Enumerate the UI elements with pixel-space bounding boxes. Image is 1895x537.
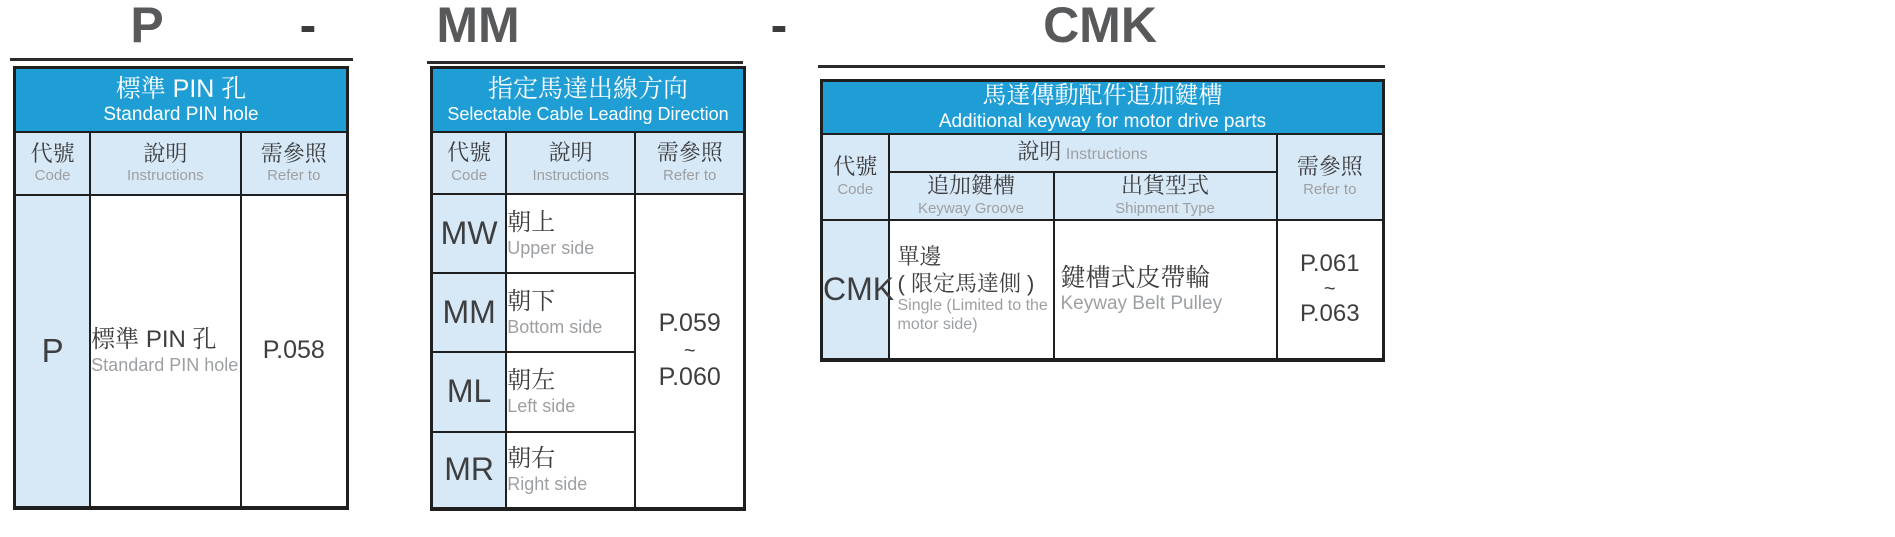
refer-range-cell [635, 194, 744, 509]
title-underline-p [10, 58, 353, 61]
col-refer-zh: 需參照 [656, 140, 723, 166]
refer-to: P.060 [658, 362, 721, 391]
table-cmk-row [822, 220, 1384, 360]
description-cell [506, 432, 635, 509]
refer-from: P.059 [658, 309, 721, 338]
description-cell [506, 352, 635, 432]
col-refer-en: Refer to [1303, 180, 1357, 198]
keyway-en: Single (Limited to the motor side) [897, 297, 1048, 333]
title-underline-cmk [818, 65, 1385, 68]
table-cmk-header-en: Additional keyway for motor drive parts [938, 110, 1267, 132]
col-code-en: Code [34, 167, 71, 185]
table-p-col-code [15, 132, 91, 195]
col-instr-en: Instructions [532, 166, 610, 184]
col-shipment-en: Shipment Type [1115, 199, 1215, 217]
table-mm-col-instructions [506, 132, 635, 194]
col-code-zh: 代號 [833, 154, 878, 180]
table-cmk-header-zh: 馬達傳動配件追加鍵槽 [982, 82, 1223, 109]
col-instr-zh: 說明 [143, 140, 188, 166]
table-mm-header-zh: 指定馬達出線方向 [487, 75, 688, 104]
code-value-mr: MR [432, 432, 507, 509]
shipment-type-cell [1054, 220, 1277, 360]
refer-range-cell [1277, 220, 1384, 360]
col-code-zh: 代號 [30, 140, 75, 166]
shipment-zh: 鍵槽式皮帶輪 [1060, 264, 1211, 293]
col-code-zh: 代號 [447, 140, 492, 166]
order-code-part-cmk: CMK [1043, 0, 1157, 53]
shipment-en: Keyway Belt Pulley [1060, 293, 1223, 315]
col-refer-en: Refer to [267, 167, 321, 185]
table-cmk-header [822, 81, 1384, 134]
table-cable-leading-direction [430, 66, 746, 511]
col-instr-en: Instructions [126, 167, 204, 185]
col-refer-zh: 需參照 [260, 140, 327, 166]
table-cmk-col-keyway-groove [889, 172, 1054, 220]
table-mm-header [432, 68, 745, 132]
code-value-p: P [15, 195, 91, 508]
description-cell [506, 273, 635, 352]
refer-tilde: ~ [1323, 278, 1336, 301]
table-p-header [15, 68, 348, 132]
col-instr-zh: 說明 [1017, 139, 1062, 165]
refer-value: P.058 [241, 195, 348, 508]
col-keyway-en: Keyway Groove [918, 199, 1024, 217]
description-en: Upper side [507, 237, 595, 258]
order-code-separator-1: - [299, 0, 317, 53]
order-code-part-p: P [130, 0, 164, 53]
col-code-en: Code [451, 166, 488, 184]
refer-tilde: ~ [683, 339, 696, 362]
col-shipment-zh: 出貨型式 [1120, 173, 1209, 199]
table-cmk-col-refer [1277, 134, 1384, 220]
description-zh: 標準 PIN 孔 [91, 326, 217, 354]
description-zh: 朝上 [507, 208, 556, 236]
description-cell [506, 194, 635, 273]
table-p-header-en: Standard PIN hole [103, 103, 259, 125]
table-p-header-zh: 標準 PIN 孔 [115, 74, 247, 103]
keyway-zh-line1: 單邊 [897, 244, 942, 270]
order-code-part-mm: MM [436, 0, 520, 53]
col-refer-zh: 需參照 [1296, 154, 1363, 180]
refer-to: P.063 [1299, 300, 1360, 328]
col-keyway-zh: 追加鍵槽 [926, 173, 1015, 199]
table-mm-col-refer [635, 132, 744, 194]
title-underline-mm [427, 61, 743, 64]
col-code-en: Code [837, 180, 874, 198]
col-instr-zh: 說明 [548, 140, 593, 166]
code-value-cmk: CMK [822, 220, 889, 360]
code-value-mw: MW [432, 194, 507, 273]
description-en: Standard PIN hole [91, 355, 239, 376]
table-cmk-col-code [822, 134, 889, 220]
table-p-col-refer [241, 132, 348, 195]
order-code-separator-2: - [770, 0, 788, 53]
description-zh: 朝右 [507, 445, 556, 473]
description-zh: 朝左 [507, 367, 556, 395]
refer-from: P.061 [1299, 249, 1360, 277]
description-en: Left side [507, 396, 576, 417]
description-cell [90, 195, 240, 508]
table-standard-pin-hole [13, 66, 349, 510]
table-cmk-col-instructions [889, 134, 1277, 172]
keyway-zh-line2: ( 限定馬達側 ) [897, 270, 1035, 296]
table-mm-col-code [432, 132, 507, 194]
description-zh: 朝下 [507, 287, 556, 315]
table-additional-keyway [820, 79, 1385, 362]
table-mm-header-en: Selectable Cable Leading Direction [447, 104, 729, 125]
code-value-mm: MM [432, 273, 507, 352]
col-refer-en: Refer to [663, 166, 717, 184]
table-cmk-col-shipment-type [1054, 172, 1277, 220]
table-p-col-instructions [90, 132, 240, 195]
col-instr-en: Instructions [1065, 146, 1148, 164]
description-en: Right side [507, 474, 588, 495]
keyway-groove-cell [889, 220, 1054, 360]
code-value-ml: ML [432, 352, 507, 432]
table-p-row [15, 195, 348, 508]
table-mm-row-mw [432, 194, 745, 273]
description-en: Bottom side [507, 316, 603, 337]
